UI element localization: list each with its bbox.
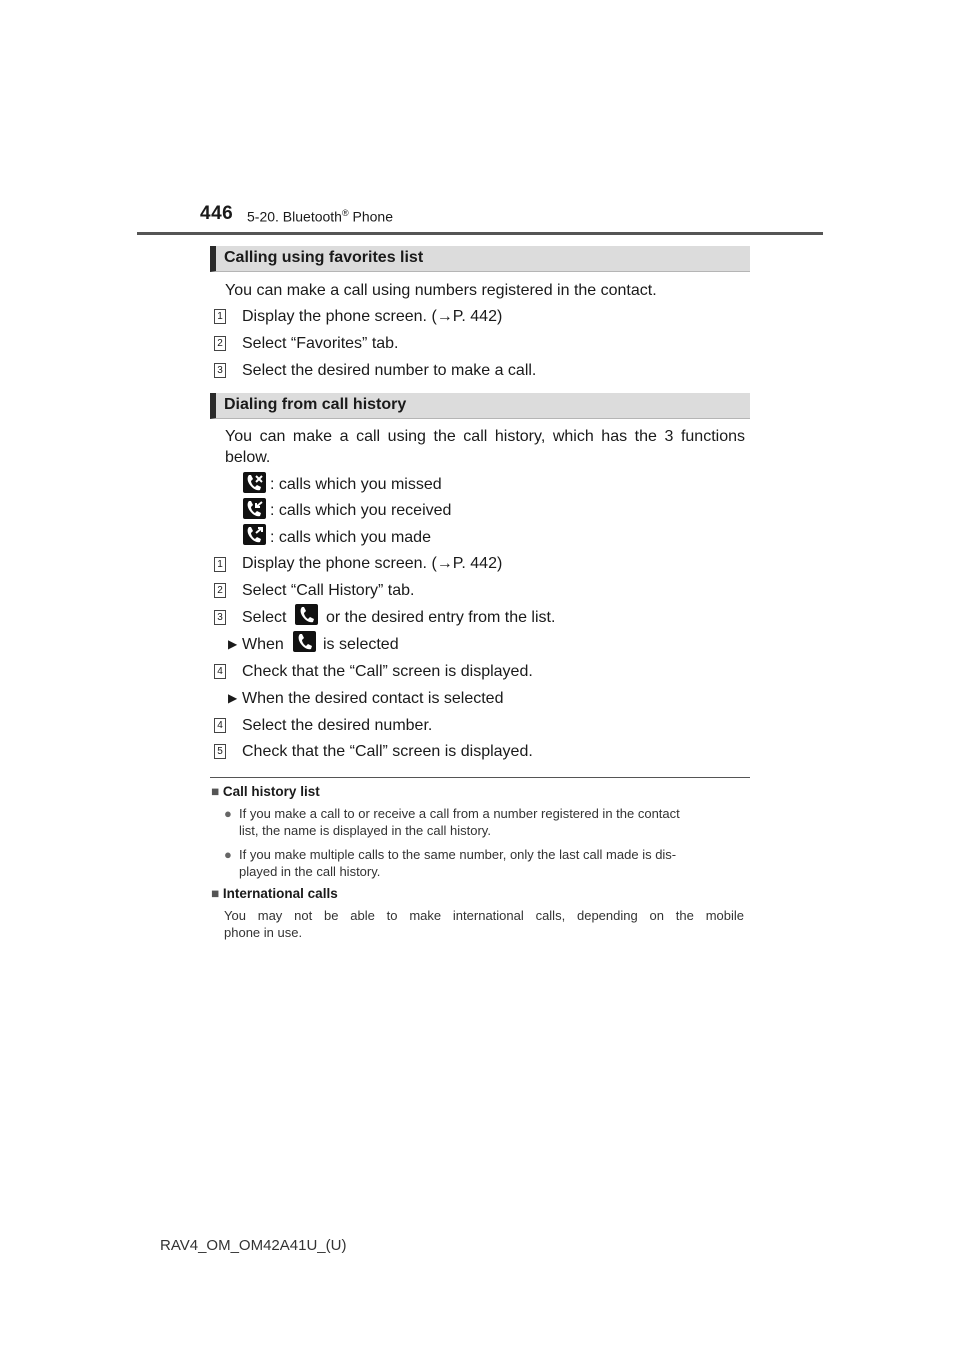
note-text: list, the name is displayed in the call history. xyxy=(239,823,491,838)
received-call-icon xyxy=(243,498,266,519)
section-title: Dialing from call history xyxy=(224,396,407,413)
function-text: : calls which you missed xyxy=(270,476,442,493)
step-number: 2 xyxy=(214,336,226,351)
function-text: : calls which you made xyxy=(270,529,431,546)
step-number: 3 xyxy=(214,610,226,625)
note-heading-call-history: ■ Call history list xyxy=(211,784,320,799)
case-text: When the desired contact is selected xyxy=(242,690,504,707)
note-text: If you make multiple calls to the same number, only the last call made is dis- xyxy=(239,847,677,862)
page-number: 446 xyxy=(200,203,234,224)
note-text: phone in use. xyxy=(224,925,303,940)
step-number: 1 xyxy=(214,309,226,324)
step-text: Check that the “Call” screen is displayed. xyxy=(242,743,533,760)
square-bullet-icon: ■ xyxy=(211,886,220,901)
square-bullet-icon: ■ xyxy=(211,784,220,799)
step-number: 4 xyxy=(214,664,226,679)
step-text: Select the desired number. xyxy=(242,717,433,734)
bullet-icon: ● xyxy=(224,806,232,821)
step-text-post: or the desired entry from the list. xyxy=(326,609,556,626)
function-text: : calls which you received xyxy=(270,502,452,519)
section-header-call-history xyxy=(210,393,750,419)
step-number: 1 xyxy=(214,557,226,572)
step-text: Select “Call History” tab. xyxy=(242,582,415,599)
case-text-post: is selected xyxy=(323,636,399,653)
step-text: Display the phone screen. (→P. 442) xyxy=(242,555,503,572)
note-text: You may not be able to make international calls, depending on the mobile xyxy=(224,908,744,923)
step-number: 2 xyxy=(214,583,226,598)
phone-call-icon xyxy=(295,604,318,625)
case-text-pre: When xyxy=(242,636,284,653)
step-text: Select “Favorites” tab. xyxy=(242,335,399,352)
note-text: If you make a call to or receive a call from a number registered in the contact xyxy=(239,806,680,821)
phone-call-icon xyxy=(293,631,316,652)
document-code: RAV4_OM_OM42A41U_(U) xyxy=(160,1237,347,1254)
note-heading-international: ■ International calls xyxy=(211,886,338,901)
step-number: 5 xyxy=(214,744,226,759)
step-number: 3 xyxy=(214,363,226,378)
header-rule xyxy=(137,232,823,235)
notes-rule xyxy=(210,777,750,778)
outgoing-call-icon xyxy=(243,524,266,545)
chapter-title: 5-20. Bluetooth® Phone xyxy=(247,208,393,225)
step-text: Display the phone screen. (→P. 442) xyxy=(242,308,503,325)
section-intro-line1: You can make a call using the call history, which has the 3 functions xyxy=(225,428,745,445)
section-title: Calling using favorites list xyxy=(224,249,424,266)
step-text-pre: Select xyxy=(242,609,287,626)
arrow-icon: ▶ xyxy=(228,691,238,705)
section-intro: You can make a call using numbers registered in the contact. xyxy=(225,282,657,299)
arrow-icon: ▶ xyxy=(228,637,238,651)
note-text: played in the call history. xyxy=(239,864,381,879)
step-text: Check that the “Call” screen is displayed. xyxy=(242,663,533,680)
bullet-icon: ● xyxy=(224,847,232,862)
section-header-favorites xyxy=(210,246,750,272)
section-intro-line2: below. xyxy=(225,449,271,466)
missed-call-icon xyxy=(243,472,266,493)
step-number: 4 xyxy=(214,718,226,733)
step-text: Select the desired number to make a call. xyxy=(242,362,537,379)
